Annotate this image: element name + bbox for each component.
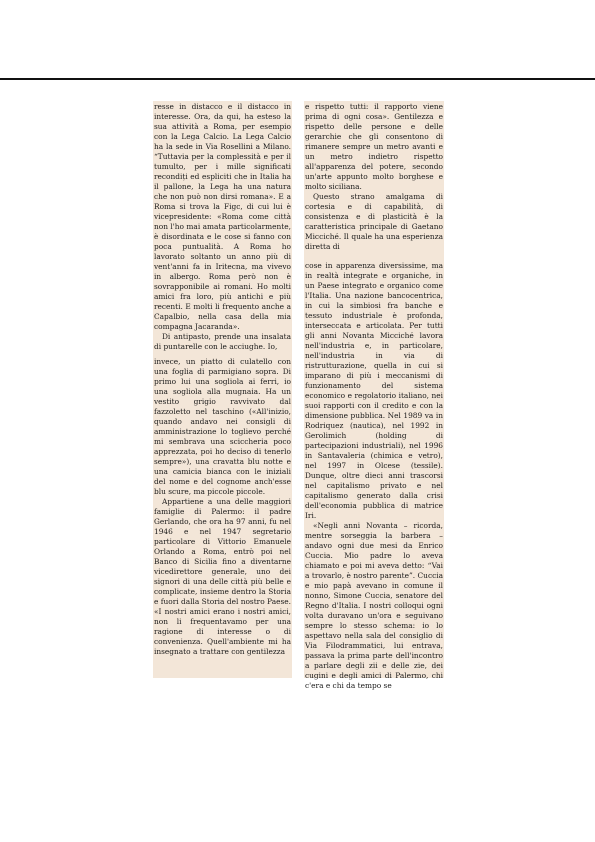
paragraph: Di antipasto, prende una insalata di puntarelle con le acciughe. Io,	[154, 332, 291, 351]
text-block-right-top	[305, 102, 443, 252]
text-block-left-bottom	[154, 357, 291, 657]
paragraph: invece, un piatto di culatello con una foglia di parmigiano sopra. Di primo lui una sogliola ai ferri, io una sogliola alla mugnaia. Ha un vestito grigio ravvivato dal fazzoletto nel taschino («All'inizio, quando andavo nei consigli di amministrazione lo toglievo perché mi sembrava una sciccheria poco apprezzata, poi ho deciso di tenerlo sempre»), una cravatta blu notte e una camicia bianca con le iniziali del nome e del cognome anch'esse blu scure, ma piccole piccole.	[154, 357, 291, 496]
article-column-left	[153, 101, 292, 678]
text-block-left-top	[154, 102, 291, 352]
paragraph: resse in distacco e il distacco in interesse. Ora, da qui, ha esteso la sua attività a Roma, per esempio con la Lega Calcio. La Lega Calcio ha la sede in Via Rosellini a Milano. “Tuttavia per la complessità e per il tumulto, per i mille significati recondiți ed espliciti che in Italia ha il pallone, la Lega ha una natura che non può non dirsi romana». E a Roma si trova la Figc, di cui lui è vicepresidente: «Roma come città non l'ho mai amata particolarmente, è disordinata e le cose si fanno con poca puntualità. A Roma ho lavorato soltanto un anno più di vent'anni fa in Iritecna, ma vivevo in albergo. Roma però non è sovrapponibile ai romani. Ho molti amici fra loro, più antichi e più recenti. E molti li frequento anche a Capalbio, nella casa della mia compagna Jacaranda».	[154, 102, 291, 331]
article-column-right	[304, 101, 444, 690]
paragraph: e rispetto tutti: il rapporto viene prima di ogni cosa». Gentilezza e rispetto delle persone e delle gerarchie che gli consentono di rimanere sempre un metro avanti e un metro indietro rispetto all'apparenza del potere, secondo un'arte appunto molto borghese e molto siciliana.	[305, 102, 443, 191]
paragraph: «Negli anni Novanta – ricorda, mentre sorseggia la barbera – andavo ogni due mesi da Enrico Cuccia. Mio padre lo aveva chiamato e poi mi aveva detto: “Vai a trovarlo, è nostro parente”. Cuccia e mio papà avevano in comune il nonno, Simone Cuccia, senatore del Regno d'Italia. I nostri colloqui ogni volta duravano un'ora e seguivano sempre lo stesso schema: io lo aspettavo nella sala del consiglio di Via Filodrammatici, lui entrava, passava la prima parte dell'incontro a parlare degli zii e delle zie, dei cugini e degli amici di Palermo, chi c'era e chi da tempo se	[305, 521, 443, 690]
header-rule	[0, 78, 595, 80]
paragraph: cose in apparenza diversissime, ma in realtà integrate e organiche, in un Paese integrato e organico come l'Italia. Una nazione bancocentrica, in cui la simbiosi fra banche e tessuto industriale è profonda, interseccata e articolata. Per tutti gli anni Novanta Micciché lavora nell'industria e, in particolare, nell'industria in via di ristrutturazione, quella in cui si imparano di più i meccanismi di funzionamento del sistema economico e regolatorio italiano, nei suoi rapporti con il credito e con la dimensione pubblica. Nel 1989 va in Rodriquez (nautica), nel 1992 in Gerolimich (holding di partecipazioni industriali), nel 1996 in Santavaleria (chimica e vetro), nel 1997 in Olcese (tessile). Dunque, oltre dieci anni trascorsi nel capitalismo privato e nel capitalismo generato dalla crisi dell'economia pubblica di matrice Iri.	[305, 261, 443, 520]
text-block-right-bottom	[305, 261, 443, 691]
paragraph: Questo strano amalgama di cortesia e di capabilità, di consistenza e di plasticità è la caratteristica principale di Gaetano Micciché. Il quale ha una esperienza diretta di	[305, 192, 443, 251]
paragraph: Appartiene a una delle maggiori famiglie di Palermo: il padre Gerlando, che ora ha 97 anni, fu nel 1946 e nel 1947 segretario particolare di Vittorio Emanuele Orlando a Roma, entrò poi nel Banco di Sicilia fino a diventarne vicedirettore generale, uno dei signori di una delle città più belle e complicate, insieme dentro la Storia e fuori dalla Storia del nostro Paese. «I nostri amici erano i nostri amici, non li frequentavamo per una ragione di interesse o di convenienza. Quell'ambiente mi ha insegnato a trattare con gentilezza	[154, 497, 291, 656]
